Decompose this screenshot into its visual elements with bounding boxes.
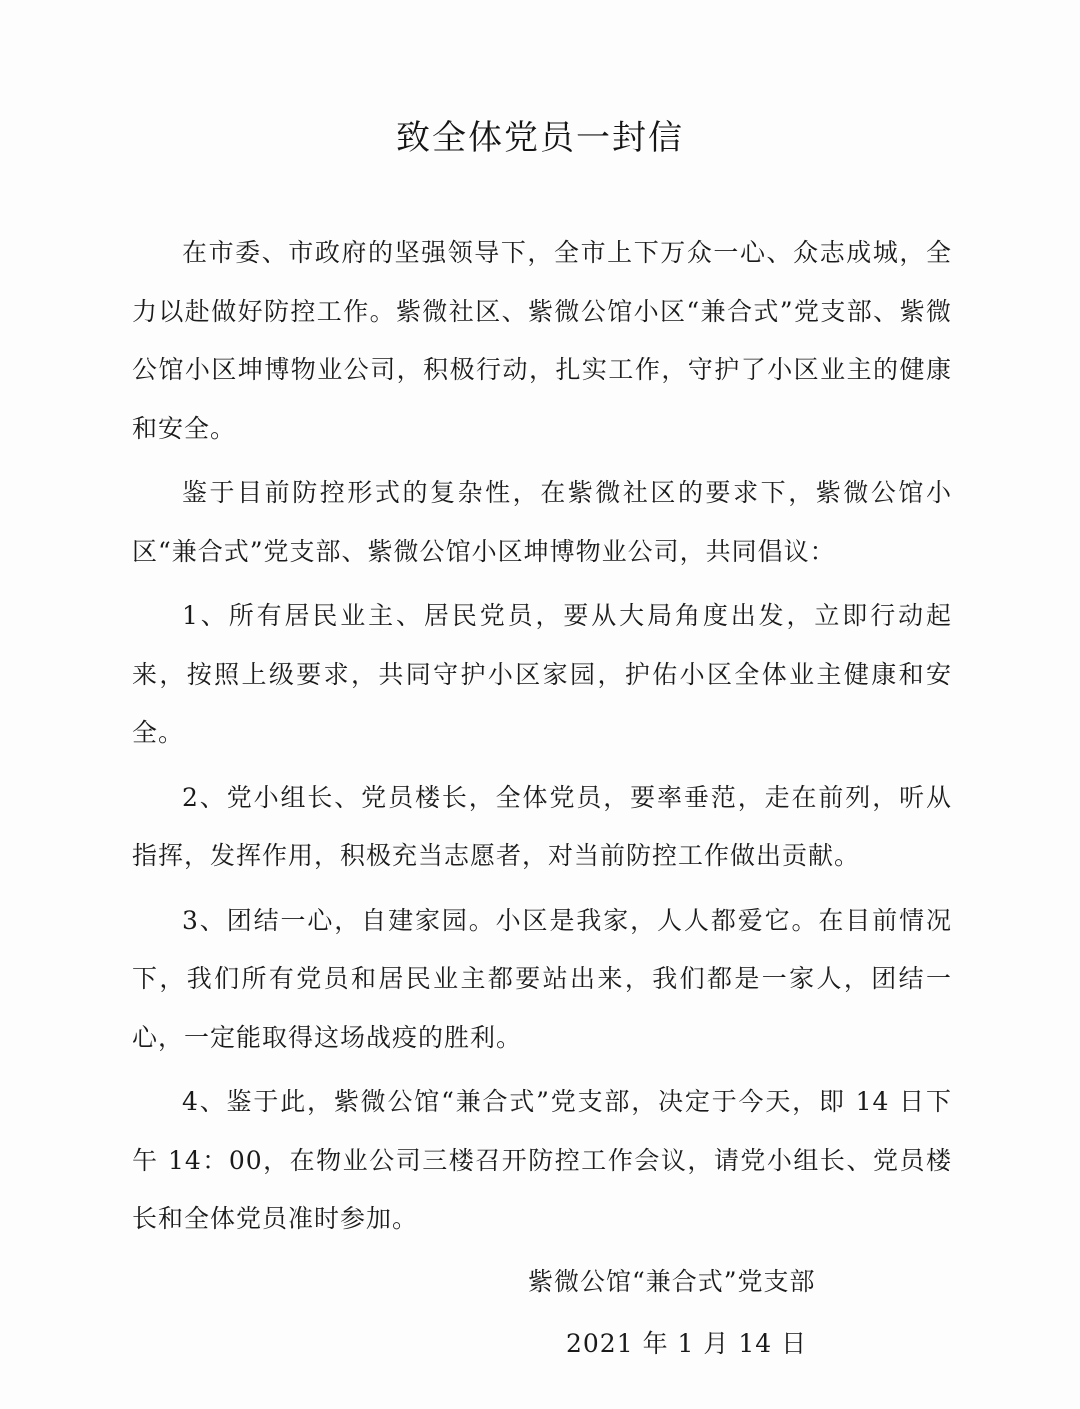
paragraph-item-4: 4、鉴于此，紫微公馆“兼合式”党支部，决定于今天，即 14 日下午 14：00，在物业公司三楼召开防控工作会议，请党小组长、党员楼长和全体党员准时参加。 <box>132 1087 952 1233</box>
paragraph-item-3: 3、团结一心，自建家园。小区是我家，人人都爱它。在目前情况下，我们所有党员和居民业主都要站出来，我们都是一家人，团结一心，一定能取得这场战疫的胜利。 <box>132 905 952 1052</box>
paragraph-intro: 在市委、市政府的坚强领导下，全市上下万众一心、众志成城，全力以赴做好防控工作。紫微社区、紫微公馆小区“兼合式”党支部、紫微公馆小区坤博物业公司，积极行动，扎实工作，守护了小区业主的健康和安全。 <box>132 238 952 443</box>
letter-body <box>132 224 952 1255</box>
paragraph-proposal: 鉴于目前防控形式的复杂性，在紫微社区的要求下，紫微公馆小区“兼合式”党支部、紫微公馆小区坤博物业公司，共同倡议： <box>132 478 952 566</box>
paragraph-item-1: 1、所有居民业主、居民党员，要从大局角度出发，立即行动起来，按照上级要求，共同守护小区家园，护佑小区全体业主健康和安全。 <box>132 601 952 747</box>
signature: 紫微公馆“兼合式”党支部 <box>528 1267 816 1296</box>
document-title: 致全体党员一封信 <box>396 118 684 158</box>
paragraph-item-2: 2、党小组长、党员楼长，全体党员，要率垂范，走在前列，听从指挥，发挥作用，积极充当志愿者，对当前防控工作做出贡献。 <box>132 782 952 870</box>
date: 2021 年 1 月 14 日 <box>566 1329 808 1358</box>
